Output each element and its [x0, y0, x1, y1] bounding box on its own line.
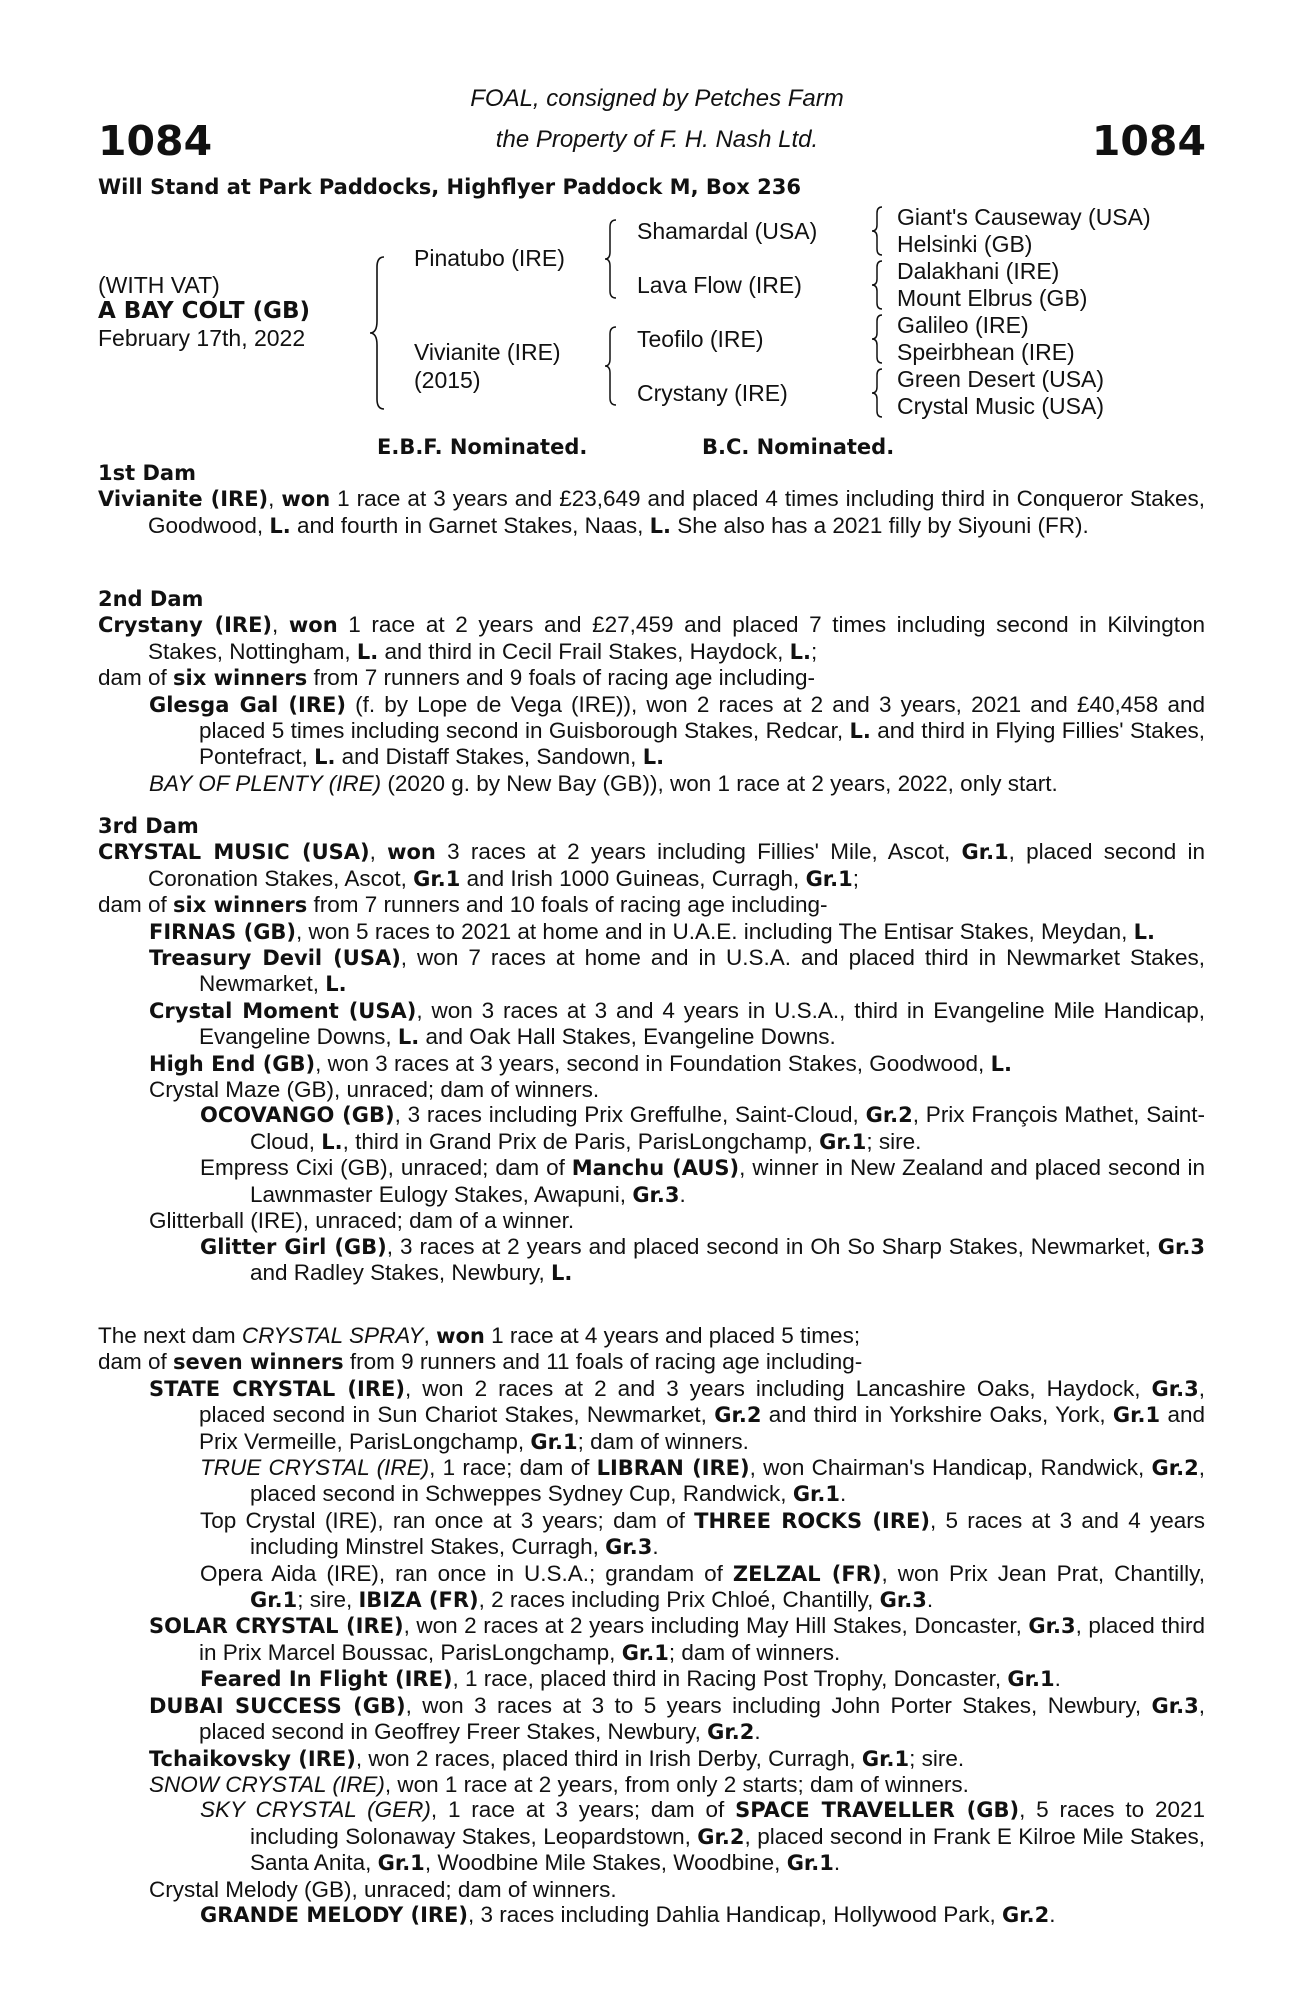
list-item: OCOVANGO (GB), 3 races including Prix Greffulhe, Saint-Cloud, Gr.2, Prix François Mathet, Saint-Cloud, L., third in Grand Prix de Paris, ParisLongchamp, Gr.1; sire. — [200, 1102, 1205, 1154]
list-item: Glitter Girl (GB), 3 races at 2 years and placed second in Oh So Sharp Stakes, Newmarket, Gr.3 and Radley Stakes, Newbury, L. — [200, 1233, 1205, 1285]
list-item: GRANDE MELODY (IRE), 3 races including Dahlia Handicap, Hollywood Park, Gr.2. — [200, 1901, 1056, 1927]
pedigree-dam-dam: Crystany (IRE) — [637, 380, 788, 406]
list-item: High End (GB), won 3 races at 3 years, second in Foundation Stakes, Goodwood, L. — [149, 1050, 1012, 1076]
pedigree-brace-g1 — [870, 205, 886, 257]
pedigree-gen3-7: Green Desert (USA) — [897, 366, 1105, 392]
pedigree-brace-g4 — [870, 367, 886, 419]
lot-number-left: 1084 — [98, 117, 213, 165]
pedigree-brace-dam — [603, 325, 619, 407]
list-item: Crystal Moment (USA), won 3 races at 3 and 4 years in U.S.A., third in Evangeline Mile Handicap, Evangeline Downs, L. and Oak Hall Stakes, Evangeline Downs. — [149, 997, 1205, 1050]
pedigree-brace-sire — [603, 218, 619, 300]
pedigree-gen3-4: Mount Elbrus (GB) — [897, 285, 1088, 311]
next-dam-record: The next dam CRYSTAL SPRAY, won 1 race at 4 years and placed 5 times; — [98, 1323, 861, 1348]
next-dam-produce-summary: dam of seven winners from 9 runners and 11 foals of racing age including- — [98, 1349, 863, 1375]
list-item: Empress Cixi (GB), unraced; dam of Manchu (AUS), winner in New Zealand and placed second in Lawnmaster Eulogy Stakes, Awapuni, Gr.3. — [200, 1155, 1205, 1207]
pedigree-gen3-6: Speirbhean (IRE) — [897, 339, 1075, 365]
horse-name: A BAY COLT (GB) — [98, 298, 311, 324]
consignor-line: FOAL, consigned by Petches Farm — [470, 85, 844, 112]
list-item: Top Crystal (IRE), ran once at 3 years; dam of THREE ROCKS (IRE), 5 races at 3 and 4 years including Minstrel Stakes, Curragh, Gr.3. — [200, 1507, 1205, 1560]
next-dam-section — [98, 1323, 1205, 1928]
pedigree-brace-g3 — [870, 313, 886, 365]
pedigree-gen3-2: Helsinki (GB) — [897, 231, 1033, 257]
vat-note: (WITH VAT) — [98, 272, 220, 298]
third-dam-produce-summary: dam of six winners from 7 runners and 10 foals of racing age including- — [98, 892, 828, 918]
list-item: BAY OF PLENTY (IRE) (2020 g. by New Bay (GB)), won 1 race at 2 years, 2022, only start. — [149, 770, 1058, 796]
list-item: Feared In Flight (IRE), 1 race, placed third in Racing Post Trophy, Doncaster, Gr.1. — [200, 1666, 1061, 1692]
first-dam-heading: 1st Dam — [98, 461, 196, 485]
second-dam-produce-summary: dam of six winners from 7 runners and 9 foals of racing age including- — [98, 665, 815, 691]
pedigree-dam-year: (2015) — [414, 367, 481, 393]
list-item: Glesga Gal (IRE) (f. by Lope de Vega (IRE)), won 2 races at 2 and 3 years, 2021 and £40,458 and placed 5 times including second in Guisborough Stakes, Redcar, L. and third in Flying Fillies' Stakes, Pontefract, L. and Distaff Stakes, Sandown, L. — [149, 691, 1206, 770]
list-item: SOLAR CRYSTAL (IRE), won 2 races at 2 years including May Hill Stakes, Doncaster, Gr.3, placed third in Prix Marcel Boussac, ParisLongchamp, Gr.1; dam of winners. — [149, 1613, 1206, 1665]
list-item: Crystal Melody (GB), unraced; dam of winners. — [149, 1876, 617, 1902]
first-dam-section — [98, 461, 1205, 539]
pedigree-sire-dam: Lava Flow (IRE) — [637, 272, 802, 298]
list-item: SNOW CRYSTAL (IRE), won 1 race at 2 years, from only 2 starts; dam of winners. — [149, 1771, 969, 1797]
list-item: Opera Aida (IRE), ran once in U.S.A.; grandam of ZELZAL (FR), won Prix Jean Prat, Chantilly, Gr.1; sire, IBIZA (FR), 2 races including Prix Chloé, Chantilly, Gr.3. — [200, 1560, 1205, 1613]
pedigree-gen3-1: Giant's Causeway (USA) — [897, 204, 1151, 230]
pedigree-gen3-3: Dalakhani (IRE) — [897, 258, 1060, 284]
pedigree-gen3-8: Crystal Music (USA) — [897, 393, 1105, 419]
pedigree-brace-main — [368, 255, 388, 411]
list-item: STATE CRYSTAL (IRE), won 2 races at 2 and 3 years including Lancashire Oaks, Haydock, Gr.3, placed second in Sun Chariot Stakes, Newmarket, Gr.2 and third in Yorkshire Oaks, York, Gr.1 and Prix Vermeille, ParisLongchamp, Gr.1; dam of winners. — [149, 1375, 1205, 1454]
list-item: Glitterball (IRE), unraced; dam of a winner. — [149, 1208, 575, 1234]
list-item: Treasury Devil (USA), won 7 races at home and in U.S.A. and placed third in Newmarket Stakes, Newmarket, L. — [149, 945, 1205, 997]
pedigree-gen3-5: Galileo (IRE) — [897, 312, 1029, 338]
first-dam-record: Vivianite (IRE), won 1 race at 3 years and £23,649 and placed 4 times including third in Conqueror Stakes, Goodwood, L. and fourth in Garnet Stakes, Naas, L. She also has a 2021 filly by Siyouni (FR). — [98, 486, 1206, 538]
third-dam-heading: 3rd Dam — [98, 814, 199, 838]
ebf-nomination: E.B.F. Nominated. — [377, 435, 588, 459]
pedigree-dam-sire: Teofilo (IRE) — [637, 326, 764, 352]
lot-number-right: 1084 — [1091, 117, 1206, 165]
list-item: DUBAI SUCCESS (GB), won 3 races at 3 to 5 years including John Porter Stakes, Newbury, Gr.3, placed second in Geoffrey Freer Stakes, Newbury, Gr.2. — [149, 1692, 1205, 1745]
foaling-date: February 17th, 2022 — [98, 325, 306, 351]
pedigree-sire-sire: Shamardal (USA) — [637, 218, 818, 244]
third-dam-record: CRYSTAL MUSIC (USA), won 3 races at 2 years including Fillies' Mile, Ascot, Gr.1, placed second in Coronation Stakes, Ascot, Gr.1 and Irish 1000 Guineas, Curragh, Gr.1; — [98, 839, 1205, 891]
pedigree-dam: Vivianite (IRE) — [414, 339, 561, 365]
pedigree-sire: Pinatubo (IRE) — [414, 245, 565, 271]
pedigree-brace-g2 — [870, 259, 886, 311]
list-item: Tchaikovsky (IRE), won 2 races, placed third in Irish Derby, Curragh, Gr.1; sire. — [149, 1745, 965, 1771]
third-dam-section — [98, 814, 1205, 1286]
property-line: the Property of F. H. Nash Ltd. — [495, 126, 819, 153]
list-item: SKY CRYSTAL (GER), 1 race at 3 years; dam of SPACE TRAVELLER (GB), 5 races to 2021 including Solonaway Stakes, Leopardstown, Gr.2, placed second in Frank E Kilroe Mile Stakes, Santa Anita, Gr.1, Woodbine Mile Stakes, Woodbine, Gr.1. — [200, 1797, 1206, 1876]
second-dam-heading: 2nd Dam — [98, 587, 204, 611]
list-item: FIRNAS (GB), won 5 races to 2021 at home and in U.A.E. including The Entisar Stakes, Meydan, L. — [149, 918, 1155, 944]
list-item: TRUE CRYSTAL (IRE), 1 race; dam of LIBRAN (IRE), won Chairman's Handicap, Randwick, Gr.2, placed second in Schweppes Sydney Cup, Randwick, Gr.1. — [200, 1455, 1206, 1507]
second-dam-record: Crystany (IRE), won 1 race at 2 years and £27,459 and placed 7 times including second in Kilvington Stakes, Nottingham, L. and third in Cecil Frail Stakes, Haydock, L.; — [98, 612, 1205, 664]
stand-location: Will Stand at Park Paddocks, Highflyer Paddock M, Box 236 — [98, 175, 801, 199]
list-item: Crystal Maze (GB), unraced; dam of winners. — [149, 1077, 600, 1103]
second-dam-section — [98, 587, 1205, 796]
bc-nomination: B.C. Nominated. — [702, 435, 895, 459]
